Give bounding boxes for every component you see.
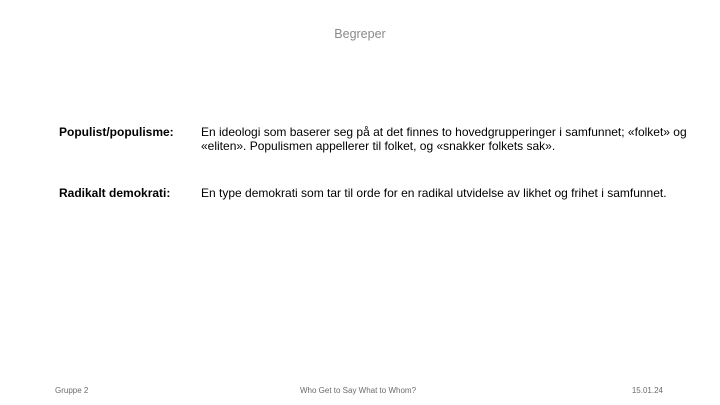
- term-definition: En type demokrati som tar til orde for en radikal utvidelse av likhet og frihet i samfunnet.: [201, 186, 667, 200]
- term-row-radical-democracy: [59, 186, 689, 200]
- term-list: [59, 125, 689, 200]
- term-label: Populist/populisme:: [59, 125, 174, 139]
- footer-presentation-title: Who Get to Say What to Whom?: [299, 386, 417, 395]
- footer-date: 15.01.24: [631, 386, 663, 395]
- footer-group-name: Gruppe 2: [55, 386, 89, 395]
- term-definition: En ideologi som baserer seg på at det finnes to hovedgrupperinger i samfunnet; «folket» og «eliten». Populismen appellerer til folket, og «snakker folkets sak».: [201, 125, 687, 153]
- term-row-populism: [59, 125, 689, 153]
- slide-title: Begreper: [334, 27, 386, 41]
- term-label: Radikalt demokrati:: [59, 186, 171, 200]
